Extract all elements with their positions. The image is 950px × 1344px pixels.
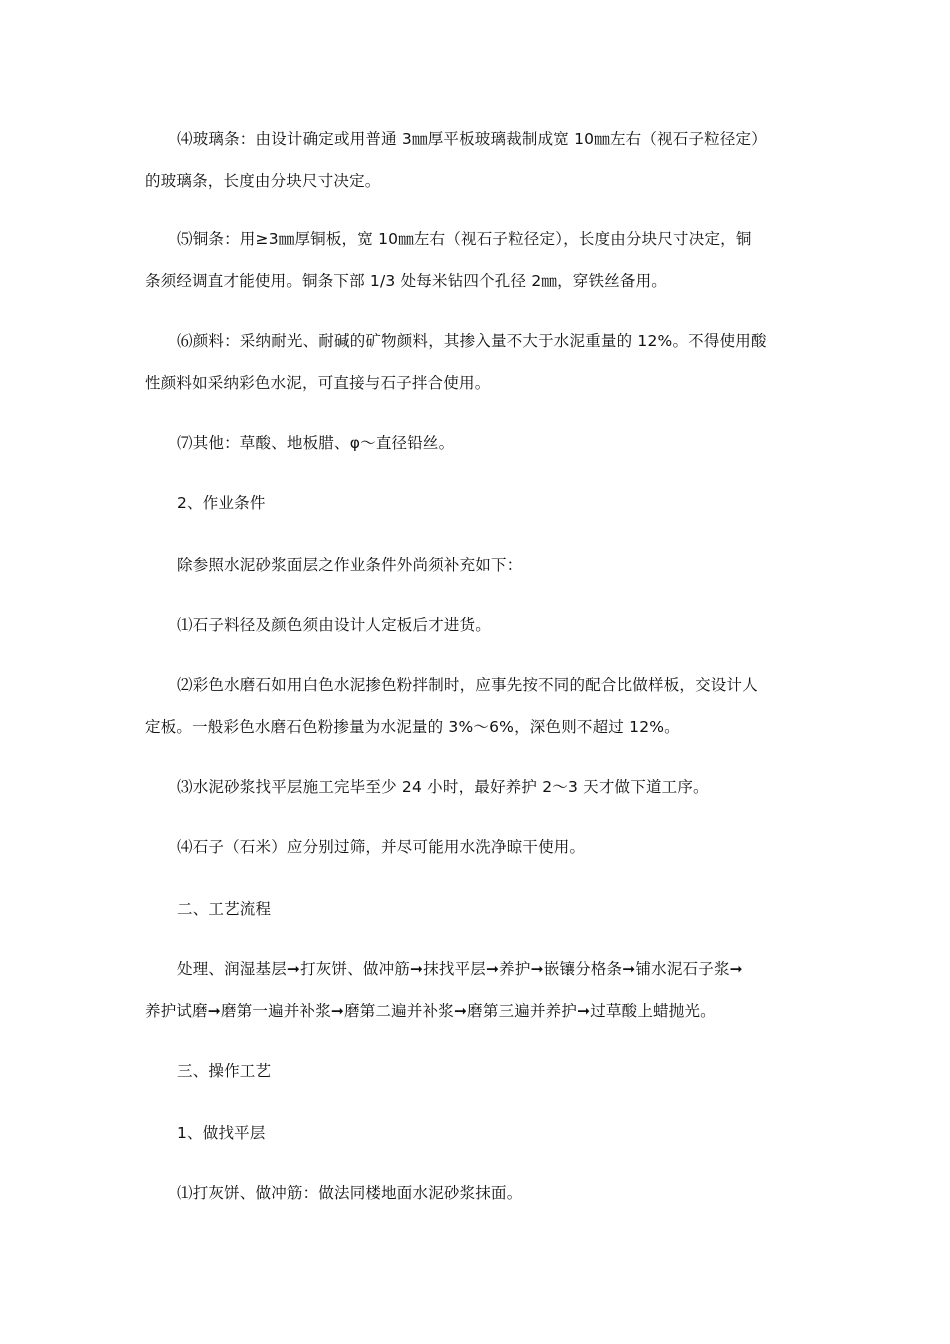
paragraph-line: 性颜料如采纳彩色水泥，可直接与石子拌合使用。 [145,374,491,392]
paragraph-line: ⑶水泥砂浆找平层施工完毕至少 24 小时，最好养护 2～3 天才做下道工序。 [177,778,709,796]
paragraph-condition-1 [145,604,811,646]
heading-line: 1、做找平层 [177,1124,266,1142]
paragraph-line: ⑹颜料：采纳耐光、耐碱的矿物颜料，其掺入量不大于水泥重量的 12%。不得使用酸 [177,332,767,350]
paragraph-line: 条须经调直才能使用。铜条下部 1/3 处每米钻四个孔径 2㎜，穿铁丝备用。 [145,272,667,290]
paragraph-glass-strip [145,118,811,202]
paragraph-line: 除参照水泥砂浆面层之作业条件外尚须补充如下： [177,556,523,574]
paragraph-line: ⑺其他：草酸、地板腊、φ～直径铅丝。 [177,434,455,452]
paragraph-line: ⑷石子（石米）应分别过筛，并尽可能用水洗净晾干使用。 [177,838,586,856]
paragraph-condition-3 [145,766,811,808]
section-heading-work-conditions [145,482,811,524]
section-heading-process-flow [145,888,811,930]
paragraph-line: ⑴打灰饼、做冲筋：做法同楼地面水泥砂浆抹面。 [177,1184,523,1202]
heading-line: 二、工艺流程 [177,900,272,918]
paragraph-line: ⑴石子料径及颜色须由设计人定板后才进货。 [177,616,492,634]
paragraph-line: ⑵彩色水磨石如用白色水泥掺色粉拌制时，应事先按不同的配合比做样板，交设计人 [177,676,758,694]
paragraph-line: ⑸铜条：用≥3㎜厚铜板，宽 10㎜左右（视石子粒径定），长度由分块尺寸决定，铜 [177,230,752,248]
paragraph-pigment [145,320,811,404]
paragraph-line: 的玻璃条，长度由分块尺寸决定。 [145,172,381,190]
paragraph-line: 定板。一般彩色水磨石色粉掺量为水泥量的 3%～6%，深色则不超过 12%。 [145,718,680,736]
heading-line: 2、作业条件 [177,494,266,512]
paragraph-other [145,422,811,464]
paragraph-line: 养护试磨➞磨第一遍并补浆➞磨第二遍并补浆➞磨第三遍并养护➞过草酸上蜡抛光。 [145,1002,716,1020]
paragraph-copper-strip [145,218,811,302]
subsection-heading-leveling-layer [145,1112,811,1154]
paragraph-line: ⑷玻璃条：由设计确定或用普通 3㎜厚平板玻璃裁制成宽 10㎜左右（视石子粒径定） [177,130,767,148]
heading-line: 三、操作工艺 [177,1062,272,1080]
paragraph-conditions-intro [145,544,811,586]
section-heading-operation [145,1050,811,1092]
paragraph-process-flow [145,948,811,1032]
paragraph-line: 处理、润湿基层➞打灰饼、做冲筋➞抹找平层➞养护➞嵌镶分格条➞铺水泥石子浆➞ [177,960,743,978]
paragraph-condition-4 [145,826,811,868]
paragraph-condition-2 [145,664,811,748]
paragraph-step-1-1 [145,1172,811,1214]
